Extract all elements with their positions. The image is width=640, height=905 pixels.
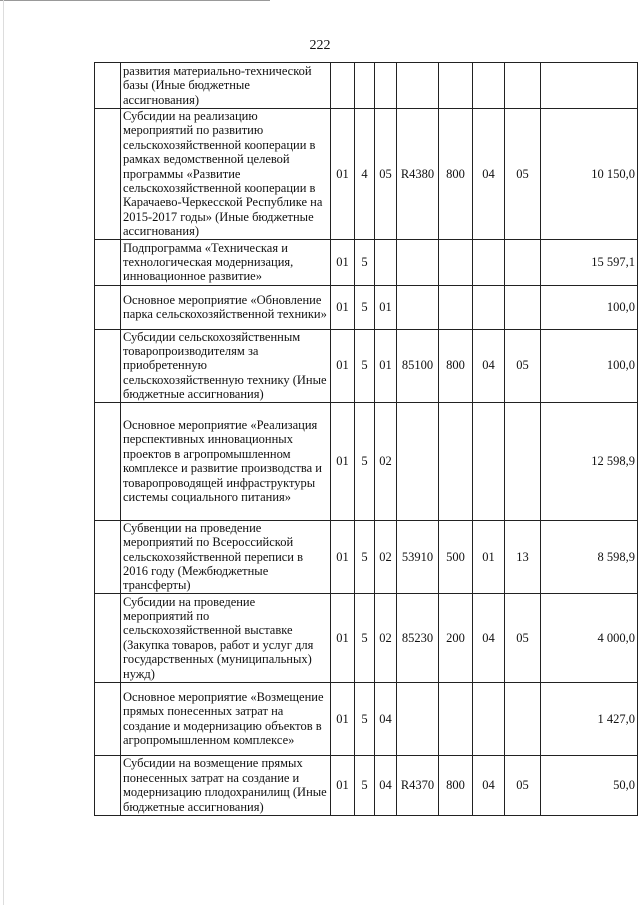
code-direction-cell: R4370 (397, 755, 439, 815)
row-name-cell: Основное мероприятие «Обновление парка сельскохозяйственной техники» (121, 285, 331, 329)
code-subprogram-cell: 5 (355, 402, 375, 520)
expense-type-cell: 800 (439, 755, 473, 815)
subsection-cell: 05 (505, 593, 541, 682)
code-direction-cell (397, 63, 439, 109)
table-row (95, 593, 638, 682)
code-section-cell: 01 (331, 109, 355, 240)
section-cell (473, 682, 505, 755)
section-cell (473, 239, 505, 285)
section-cell: 04 (473, 329, 505, 402)
row-name-cell: развития материально-технической базы (Иные бюджетные ассигнования) (121, 63, 331, 109)
expense-type-cell (439, 239, 473, 285)
expense-type-cell: 800 (439, 109, 473, 240)
index-cell (95, 285, 121, 329)
scan-edge (3, 0, 4, 905)
code-section-cell: 01 (331, 755, 355, 815)
code-direction-cell (397, 402, 439, 520)
code-event-cell: 05 (375, 109, 397, 240)
code-direction-cell: 85230 (397, 593, 439, 682)
code-section-cell: 01 (331, 520, 355, 593)
code-subprogram-cell (355, 63, 375, 109)
index-cell (95, 239, 121, 285)
table-row (95, 402, 638, 520)
section-cell (473, 63, 505, 109)
code-event-cell: 04 (375, 755, 397, 815)
section-cell: 04 (473, 109, 505, 240)
expense-type-cell (439, 285, 473, 329)
row-name-cell: Основное мероприятие «Реализация перспективных инновационных проектов в агропромышленном комплексе и развитие производства и товаропроводящей инфраструктуры системы социального питания» (121, 402, 331, 520)
row-name-cell: Основное мероприятие «Возмещение прямых понесенных затрат на создание и модернизацию объектов в агропромышленном комплексе» (121, 682, 331, 755)
amount-cell: 4 000,0 (541, 593, 638, 682)
table-row (95, 109, 638, 240)
code-event-cell: 02 (375, 402, 397, 520)
code-subprogram-cell: 5 (355, 682, 375, 755)
code-subprogram-cell: 4 (355, 109, 375, 240)
row-name-cell: Субсидии на возмещение прямых понесенных затрат на создание и модернизацию плодохранилищ (Иные бюджетные ассигнования) (121, 755, 331, 815)
table-row (95, 63, 638, 109)
page-top-rule (0, 0, 270, 1)
code-direction-cell: R4380 (397, 109, 439, 240)
amount-cell: 8 598,9 (541, 520, 638, 593)
code-direction-cell (397, 285, 439, 329)
code-section-cell: 01 (331, 402, 355, 520)
section-cell (473, 285, 505, 329)
index-cell (95, 63, 121, 109)
expense-type-cell: 800 (439, 329, 473, 402)
subsection-cell: 13 (505, 520, 541, 593)
index-cell (95, 109, 121, 240)
subsection-cell (505, 682, 541, 755)
index-cell (95, 520, 121, 593)
section-cell (473, 402, 505, 520)
page-number: 222 (309, 38, 331, 53)
code-section-cell (331, 63, 355, 109)
row-name-cell: Подпрограмма «Техническая и технологическая модернизация, инновационное развитие» (121, 239, 331, 285)
budget-table (94, 62, 638, 816)
expense-type-cell (439, 402, 473, 520)
code-subprogram-cell: 5 (355, 593, 375, 682)
table-row (95, 682, 638, 755)
code-direction-cell: 85100 (397, 329, 439, 402)
amount-cell: 15 597,1 (541, 239, 638, 285)
code-event-cell: 04 (375, 682, 397, 755)
amount-cell: 100,0 (541, 329, 638, 402)
subsection-cell (505, 239, 541, 285)
code-event-cell: 01 (375, 329, 397, 402)
code-subprogram-cell: 5 (355, 329, 375, 402)
index-cell (95, 402, 121, 520)
subsection-cell: 05 (505, 329, 541, 402)
code-section-cell: 01 (331, 239, 355, 285)
amount-cell (541, 63, 638, 109)
expense-type-cell (439, 682, 473, 755)
section-cell: 01 (473, 520, 505, 593)
subsection-cell (505, 402, 541, 520)
code-direction-cell (397, 239, 439, 285)
table-row (95, 520, 638, 593)
amount-cell: 12 598,9 (541, 402, 638, 520)
row-name-cell: Субсидии сельскохозяйственным товаропроизводителям за приобретенную сельскохозяйственную технику (Иные бюджетные ассигнования) (121, 329, 331, 402)
row-name-cell: Субсидии на реализацию мероприятий по развитию сельскохозяйственной кооперации в рамках ведомственной целевой программы «Развитие сельскохозяйственной кооперации в Карачаево-Черкесской Республике на 2015-2017 годы» (Иные бюджетные ассигнования) (121, 109, 331, 240)
index-cell (95, 755, 121, 815)
code-subprogram-cell: 5 (355, 239, 375, 285)
subsection-cell: 05 (505, 109, 541, 240)
code-direction-cell: 53910 (397, 520, 439, 593)
section-cell: 04 (473, 755, 505, 815)
table-row (95, 755, 638, 815)
subsection-cell: 05 (505, 755, 541, 815)
subsection-cell (505, 285, 541, 329)
code-event-cell (375, 63, 397, 109)
code-subprogram-cell: 5 (355, 285, 375, 329)
code-section-cell: 01 (331, 329, 355, 402)
code-event-cell: 02 (375, 593, 397, 682)
amount-cell: 1 427,0 (541, 682, 638, 755)
code-section-cell: 01 (331, 682, 355, 755)
code-section-cell: 01 (331, 285, 355, 329)
code-section-cell: 01 (331, 593, 355, 682)
table-row (95, 239, 638, 285)
expense-type-cell (439, 63, 473, 109)
index-cell (95, 593, 121, 682)
row-name-cell: Субсидии на проведение мероприятий по сельскохозяйственной выставке (Закупка товаров, работ и услуг для государственных (муниципальных) нужд) (121, 593, 331, 682)
row-name-cell: Субвенции на проведение мероприятий по Всероссийской сельскохозяйственной переписи в 2016 году (Межбюджетные трансферты) (121, 520, 331, 593)
code-event-cell (375, 239, 397, 285)
amount-cell: 10 150,0 (541, 109, 638, 240)
expense-type-cell: 500 (439, 520, 473, 593)
section-cell: 04 (473, 593, 505, 682)
subsection-cell (505, 63, 541, 109)
code-subprogram-cell: 5 (355, 755, 375, 815)
code-event-cell: 02 (375, 520, 397, 593)
index-cell (95, 329, 121, 402)
amount-cell: 100,0 (541, 285, 638, 329)
amount-cell: 50,0 (541, 755, 638, 815)
code-event-cell: 01 (375, 285, 397, 329)
index-cell (95, 682, 121, 755)
code-subprogram-cell: 5 (355, 520, 375, 593)
table-row (95, 329, 638, 402)
code-direction-cell (397, 682, 439, 755)
table-row (95, 285, 638, 329)
expense-type-cell: 200 (439, 593, 473, 682)
